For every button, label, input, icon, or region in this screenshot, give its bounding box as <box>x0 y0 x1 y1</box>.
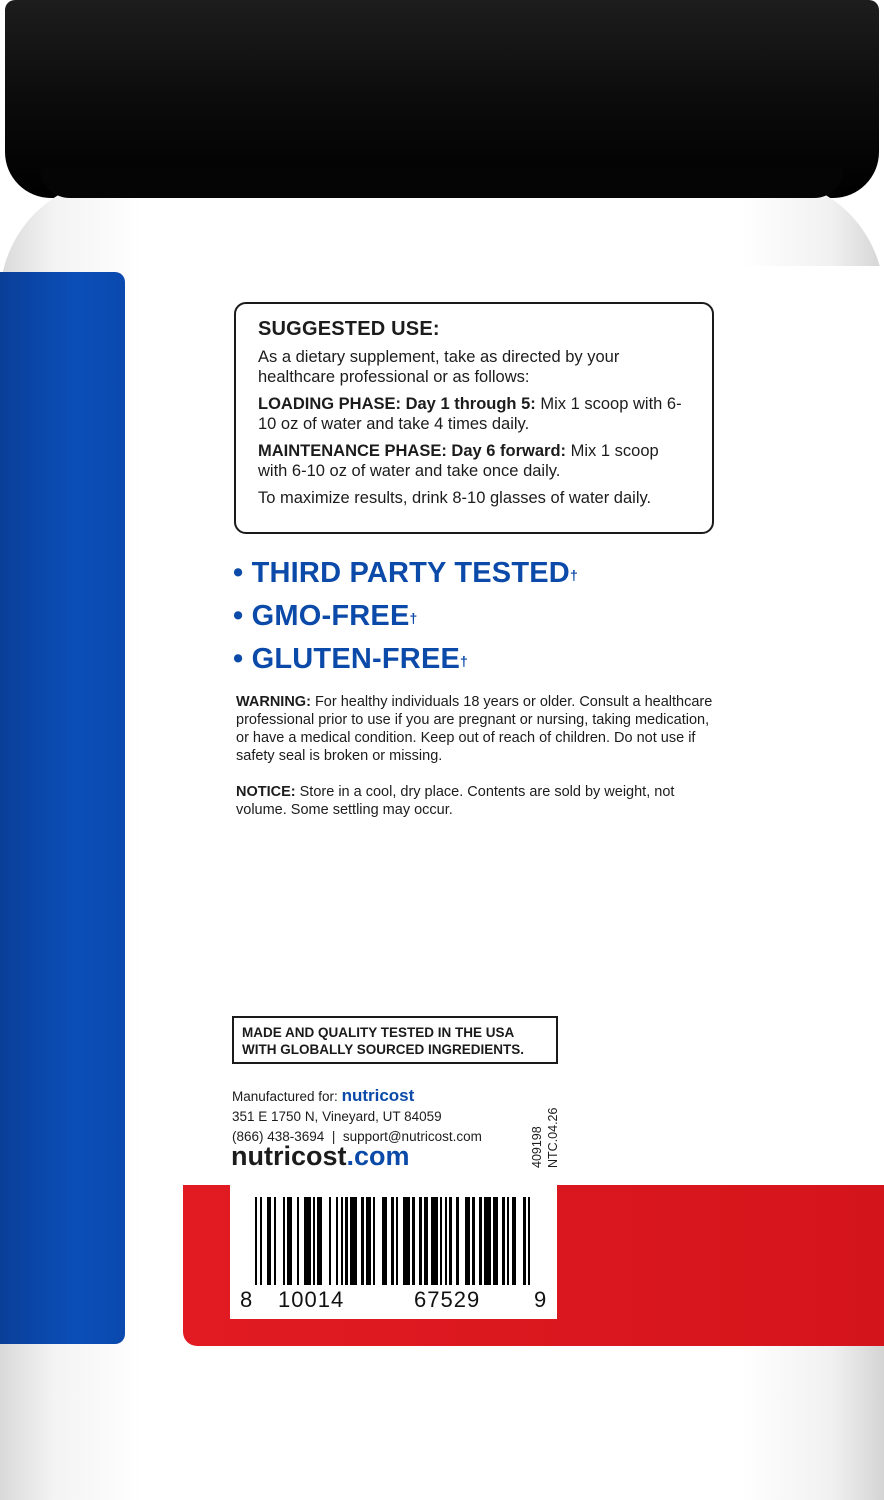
barcode-bar <box>431 1197 438 1285</box>
claim-dagger: † <box>569 567 578 583</box>
suggested-use-intro: As a dietary supplement, take as directed by your healthcare professional or as follows: <box>258 348 620 386</box>
suggested-use-title: SUGGESTED USE: <box>258 318 440 340</box>
made-in-usa-box <box>232 1016 558 1064</box>
maintenance-phase-text: Mix 1 scoop with 6-10 oz of water and take once daily. <box>258 442 659 480</box>
manufacturer-address: 351 E 1750 N, Vineyard, UT 84059 <box>232 1109 442 1124</box>
claims-list <box>233 552 578 681</box>
claim-gluten-free <box>233 638 578 681</box>
barcode-bar <box>350 1197 357 1285</box>
website-domain: .com <box>346 1141 410 1171</box>
notice-label: NOTICE: <box>236 784 296 800</box>
barcode-digit-first: 8 <box>240 1287 254 1312</box>
barcode-digits-right: 67529 <box>414 1287 481 1312</box>
claim-text: • GLUTEN-FREE <box>233 643 461 675</box>
maintenance-phase-label: MAINTENANCE PHASE: Day 6 forward: <box>258 442 567 460</box>
manufacturer-prefix: Manufactured for: <box>232 1089 342 1104</box>
hydration-tip: To maximize results, drink 8-10 glasses of water daily. <box>258 489 652 507</box>
claim-text: • GMO-FREE <box>233 600 410 632</box>
lot-code-2: NTC.04.26 <box>546 1107 560 1168</box>
made-in-line-2: WITH GLOBALLY SOURCED INGREDIENTS. <box>242 1042 525 1057</box>
blue-label-band <box>0 272 125 1344</box>
barcode-space <box>322 1197 329 1285</box>
claim-dagger: † <box>409 610 418 626</box>
loading-phase-label: LOADING PHASE: Day 1 through 5: <box>258 395 536 413</box>
barcode-space <box>530 1197 535 1285</box>
warning-label: WARNING: <box>236 694 311 710</box>
notice-text <box>236 783 676 819</box>
barcode-bar <box>403 1197 410 1285</box>
manufacturer-line <box>232 1086 482 1107</box>
loading-phase <box>258 394 683 434</box>
barcode-bars <box>255 1197 535 1285</box>
warning-body: For healthy individuals 18 years or older. Consult a healthcare professional prior to use if you are pregnant or nursing, taking medication, or have a medical condition. Keep out of reach of children. Do not use if safety seal is broken or missing. <box>236 694 713 764</box>
made-in-line-1: MADE AND QUALITY TESTED IN THE USA <box>242 1025 515 1040</box>
website-name: nutricost <box>231 1141 347 1171</box>
claim-gmo-free <box>233 595 578 638</box>
loading-phase-text: Mix 1 scoop with 6-10 oz of water and take 4 times daily. <box>258 395 682 433</box>
barcode <box>230 1183 557 1319</box>
claim-text: • THIRD PARTY TESTED <box>233 557 570 589</box>
suggested-use-box <box>234 302 714 534</box>
lot-codes <box>529 1098 563 1168</box>
barcode-bar <box>304 1197 311 1285</box>
claim-dagger: † <box>460 653 469 669</box>
warning-text <box>236 693 726 765</box>
brand-logo: nutricost <box>341 1086 415 1105</box>
manufacturer-contact: (866) 438-3694 | support@nutricost.com <box>232 1129 482 1144</box>
barcode-space <box>516 1197 523 1285</box>
barcode-space <box>276 1197 283 1285</box>
claim-third-party-tested <box>233 552 578 595</box>
website <box>231 1141 410 1172</box>
manufacturer-info <box>232 1086 482 1147</box>
barcode-space <box>375 1197 382 1285</box>
barcode-digit-last: 9 <box>534 1287 548 1312</box>
lot-code-1: 409198 <box>530 1126 544 1168</box>
lid-rim <box>40 168 844 198</box>
notice-body: Store in a cool, dry place. Contents are sold by weight, not volume. Some settling may occur. <box>236 784 675 818</box>
barcode-bar <box>484 1197 491 1285</box>
barcode-space <box>459 1197 466 1285</box>
maintenance-phase <box>258 441 678 481</box>
barcode-digits-left: 10014 <box>278 1287 345 1312</box>
